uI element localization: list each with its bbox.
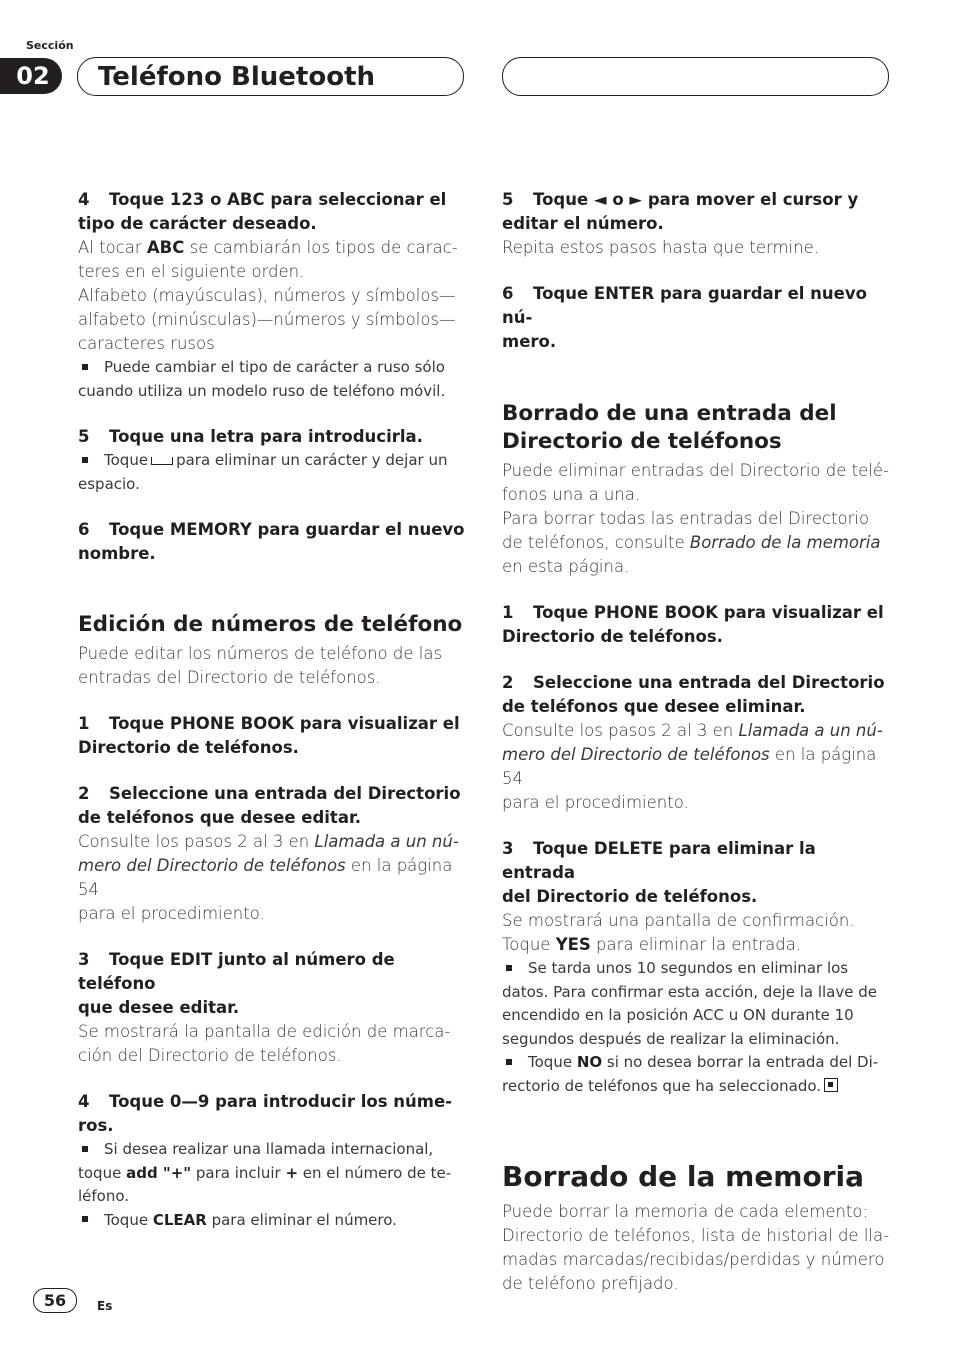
step-5-title: 5 Toque una letra para introducirla. [78, 427, 423, 446]
step-5-note: espacio. [78, 474, 140, 493]
edit-step-2-text: Consulte los pasos 2 al 3 en Llamada a un nú- [78, 832, 459, 851]
section-number-tab: 02 [0, 58, 62, 94]
delete-intro: fonos una a una. [502, 485, 641, 504]
step-6-enter: 6 Toque ENTER para guardar el nuevo nú- [502, 284, 867, 327]
step-6-title: 6 Toque MEMORY para guardar el nuevo [78, 520, 465, 539]
left-column [78, 188, 468, 1232]
page-number: 56 [33, 1288, 77, 1313]
memory-text: Directorio de teléfonos, lista de historial de lla- [502, 1226, 890, 1245]
edit-step-4-note: léfono. [78, 1187, 130, 1205]
edit-step-4-note: toque add "+" para incluir + en el número de te- [78, 1163, 452, 1182]
delete-step-3-note: Toque NO si no desea borrar la entrada del Di- [502, 1051, 892, 1075]
step-4-note: Puede cambiar el tipo de carácter a ruso sólo [78, 356, 468, 380]
edit-intro: entradas del Directorio de teléfonos. [78, 668, 381, 687]
bullet-icon [506, 1059, 512, 1065]
delete-step-3-note: encendido en la posición ACC u ON durante 10 [502, 1006, 854, 1024]
step-4-text: Alfabeto (mayúsculas), números y símbolos— [78, 286, 456, 305]
delete-intro: de teléfonos, consulte Borrado de la memoria [502, 533, 881, 552]
right-column [502, 188, 892, 1296]
chapter-title: Teléfono Bluetooth [77, 57, 464, 96]
delete-step-3-note: Se tarda unos 10 segundos en eliminar los [502, 957, 892, 981]
edit-step-2-text: para el procedimiento. [78, 904, 265, 923]
step-6-title-cont: nombre. [78, 544, 156, 563]
step-6-enter-cont: mero. [502, 332, 557, 351]
delete-step-2: 2 Seleccione una entrada del Directorio [502, 673, 885, 692]
bullet-icon [506, 965, 512, 971]
delete-intro: Para borrar todas las entradas del Directorio [502, 509, 870, 528]
step-4-text: caracteres rusos [78, 334, 215, 353]
heading-borrado-entrada-cont: Directorio de teléfonos [502, 429, 782, 454]
memory-text: de teléfono prefijado. [502, 1274, 679, 1293]
edit-step-1-cont: Directorio de teléfonos. [78, 738, 299, 757]
edit-step-2: 2 Seleccione una entrada del Directorio [78, 784, 461, 803]
edit-step-1: 1 Toque PHONE BOOK para visualizar el [78, 714, 460, 733]
header-empty-pill [502, 57, 889, 96]
edit-step-2-cont: de teléfonos que desee editar. [78, 808, 362, 827]
delete-step-3-note: datos. Para confirmar esta acción, deje la llave de [502, 982, 877, 1001]
delete-step-2-text: mero del Directorio de teléfonos en la página 54 [502, 745, 877, 788]
edit-step-3-text: ción del Directorio de teléfonos. [78, 1046, 342, 1065]
step-4-title-cont: tipo de carácter deseado. [78, 214, 317, 233]
delete-step-3-text: Se mostrará una pantalla de confirmación. [502, 911, 855, 930]
delete-step-3: 3 Toque DELETE para eliminar la entrada [502, 839, 816, 882]
bullet-icon [82, 364, 88, 370]
bullet-icon [82, 1216, 88, 1222]
end-of-section-icon [824, 1078, 838, 1092]
step-4-text: Al tocar ABC se cambiarán los tipos de carac- [78, 238, 458, 257]
section-label: Sección [26, 39, 74, 52]
edit-intro: Puede editar los números de teléfono de las [78, 644, 443, 663]
delete-intro: Puede eliminar entradas del Directorio de telé- [502, 461, 889, 480]
delete-step-2-text: para el procedimiento. [502, 793, 689, 812]
step-4-title: 4 Toque 123 o ABC para seleccionar el [78, 190, 447, 209]
bullet-icon [82, 1146, 88, 1152]
step-5-cursor-text: Repita estos pasos hasta que termine. [502, 238, 819, 257]
delete-step-3-note: rectorio de teléfonos que ha seleccionado. [502, 1075, 892, 1099]
delete-step-1-cont: Directorio de teléfonos. [502, 627, 723, 646]
edit-step-2-text: mero del Directorio de teléfonos en la página 54 [78, 856, 453, 899]
bullet-icon [82, 457, 88, 463]
step-4-text: teres en el siguiente orden. [78, 262, 305, 281]
step-5-cursor-cont: editar el número. [502, 214, 664, 233]
step-5-note: Toque para eliminar un carácter y dejar un [78, 449, 468, 473]
edit-step-4-note: Si desea realizar una llamada internacional, [78, 1138, 468, 1162]
delete-step-2-cont: de teléfonos que desee eliminar. [502, 697, 806, 716]
step-5-cursor: 5 Toque ◄ o ► para mover el cursor y [502, 190, 859, 209]
memory-text: madas marcadas/recibidas/perdidas y número [502, 1250, 885, 1269]
delete-step-3-cont: del Directorio de teléfonos. [502, 887, 758, 906]
edit-step-4-cont: ros. [78, 1116, 114, 1135]
heading-edicion: Edición de números de teléfono [78, 612, 463, 637]
delete-step-3-text: Toque YES para eliminar la entrada. [502, 935, 802, 954]
edit-step-4: 4 Toque 0—9 para introducir los núme- [78, 1092, 452, 1111]
delete-step-1: 1 Toque PHONE BOOK para visualizar el [502, 603, 884, 622]
delete-step-3-note: segundos después de realizar la eliminación. [502, 1029, 840, 1048]
edit-step-3: 3 Toque EDIT junto al número de teléfono [78, 950, 395, 993]
heading-borrado-memoria: Borrado de la memoria [502, 1160, 865, 1193]
edit-step-3-text: Se mostrará la pantalla de edición de marca- [78, 1022, 451, 1041]
heading-borrado-entrada: Borrado de una entrada del [502, 401, 837, 426]
delete-intro: en esta página. [502, 557, 630, 576]
step-4-text: alfabeto (minúsculas)—números y símbolos— [78, 310, 456, 329]
edit-step-4-note: Toque CLEAR para eliminar el número. [78, 1209, 468, 1233]
step-4-note: cuando utiliza un modelo ruso de teléfono móvil. [78, 381, 446, 400]
language-code: Es [97, 1299, 113, 1313]
space-key-icon [151, 457, 173, 465]
memory-text: Puede borrar la memoria de cada elemento: [502, 1202, 869, 1221]
edit-step-3-cont: que desee editar. [78, 998, 240, 1017]
delete-step-2-text: Consulte los pasos 2 al 3 en Llamada a un nú- [502, 721, 883, 740]
